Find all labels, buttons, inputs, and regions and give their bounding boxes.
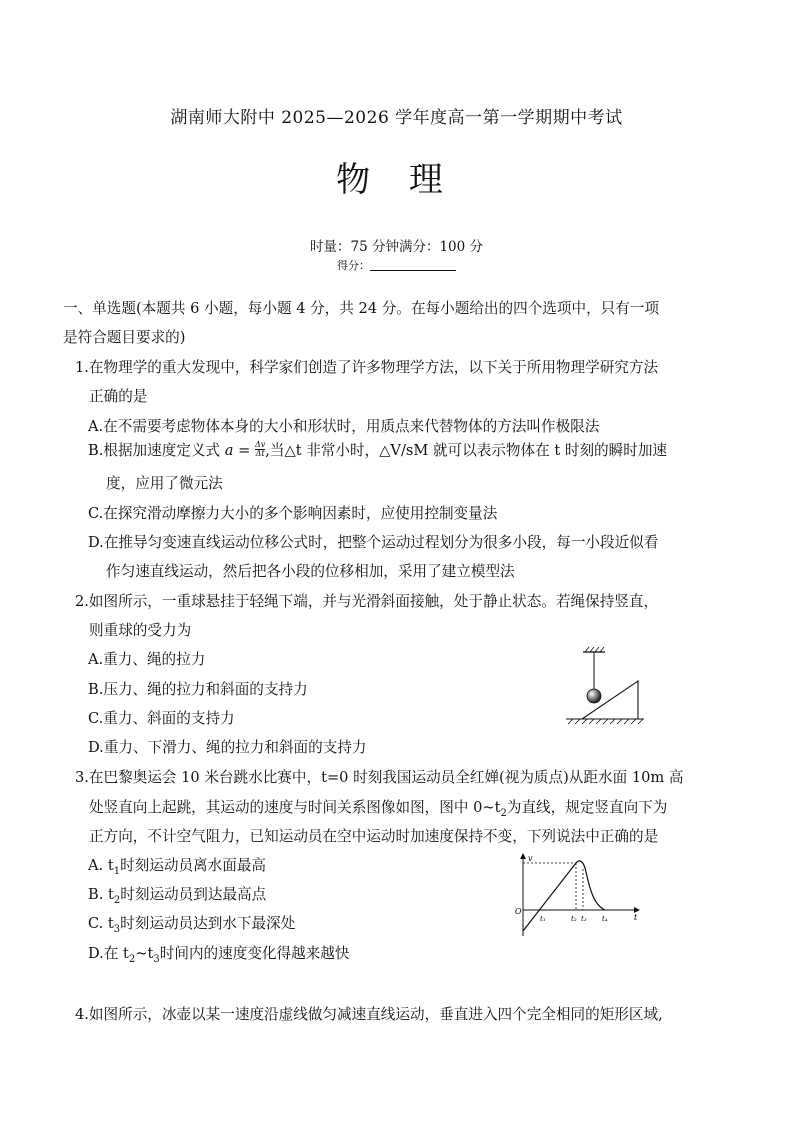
- q3-option-c-sub: 3: [113, 923, 121, 935]
- q3-option-a-pre: A. t: [88, 857, 114, 874]
- q3-option-d-pre: D.在 t: [88, 945, 129, 962]
- section-heading-line1: 一、单选题(本题共 6 小题，每小题 4 分，共 24 分。在每小题给出的四个选项中，只有一项: [63, 300, 660, 317]
- q3-stem-line2: [89, 796, 667, 819]
- section-heading-line2: 是符合题目要求的): [63, 329, 186, 346]
- q3-stem-line1: 3.在巴黎奥运会 10 米台跳水比赛中，t=0 时刻我国运动员全红婵(视为质点)从距水面 10m 高: [75, 769, 684, 786]
- q3-stem-sub: 2: [500, 807, 507, 819]
- t1-label: t₁: [540, 915, 546, 923]
- q2-option-a: A.重力、绳的拉力: [88, 651, 206, 668]
- ground-hatch: [568, 719, 643, 724]
- vt-curve: [523, 861, 605, 931]
- q1-option-d-line1: D.在推导匀变速直线运动位移公式时，把整个运动过程划分为很多小段，每一小段近似看: [88, 534, 659, 551]
- score-line: [0, 257, 793, 273]
- t4-label: t₄: [602, 915, 608, 923]
- score-label: 得分：: [337, 259, 370, 272]
- q2-option-b: B.压力、绳的拉力和斜面的支持力: [88, 681, 308, 698]
- q2-option-c: C.重力、斜面的支持力: [88, 710, 235, 727]
- q3-option-d-post: 时间内的速度变化得越来越快: [159, 945, 350, 962]
- time-score-line: 时量：75 分钟满分：100 分: [309, 239, 484, 255]
- formula-eq: =: [233, 442, 255, 459]
- formula-denominator: Δt: [255, 448, 265, 458]
- q3-option-c: [88, 912, 295, 935]
- t-axis-label: t: [634, 913, 638, 922]
- q3-option-b-pre: B. t: [88, 886, 114, 903]
- q1-option-a: A.在不需要考虑物体本身的大小和形状时，用质点来代替物体的方法叫作极限法: [88, 418, 600, 435]
- exam-title: 湖南师大附中 2025—2026 学年度高一第一学期期中考试: [170, 108, 623, 128]
- q4-stem-line1: 4.如图所示，冰壶以某一速度沿虚线做匀减速直线运动，垂直进入四个完全相同的矩形区域,: [75, 1006, 663, 1023]
- q3-option-d-sub2: 3: [153, 953, 160, 965]
- q3-option-d-mid: ~t: [135, 945, 154, 962]
- q3-stem-line2-post: 为直线，规定竖直向下为: [506, 799, 668, 816]
- q1-option-b-post: ,当△t 非常小时，△V/sM 就可以表示物体在 t 时刻的瞬时加速: [265, 442, 668, 459]
- q3-option-b-sub: 2: [113, 894, 121, 906]
- q3-vt-graph: [508, 850, 648, 938]
- q3-option-a-sub: 1: [113, 865, 121, 877]
- ceiling-hatch: [585, 647, 604, 652]
- q3-option-d-sub1: 2: [128, 953, 136, 965]
- q3-option-c-pre: C. t: [88, 915, 114, 932]
- q3-option-a-post: 时刻运动员离水面最高: [120, 857, 267, 874]
- t2-label: t₂: [571, 915, 577, 923]
- q2-stem-line2: 则重球的受力为: [89, 622, 192, 639]
- q3-option-b: [88, 883, 266, 906]
- v-axis-label: v: [528, 854, 533, 863]
- formula-a: a: [224, 442, 234, 459]
- score-blank[interactable]: [370, 259, 456, 271]
- q3-stem-line3: 正方向，不计空气阻力，已知运动员在空中运动时加速度保持不变，下列说法中正确的是: [89, 828, 659, 845]
- q1-option-b-line2: 度，应用了微元法: [106, 475, 223, 492]
- t3-label: t₃: [581, 915, 587, 923]
- q1-stem-line2: 正确的是: [89, 388, 148, 405]
- q3-option-c-post: 时刻运动员达到水下最深处: [120, 915, 296, 932]
- formula-numerator: Δv: [254, 439, 266, 449]
- subject-title: 物 理: [336, 160, 457, 200]
- q1-option-d-line2: 作匀速直线运动，然后把各小段的位移相加，采用了建立模型法: [106, 563, 515, 580]
- q3-option-d: [88, 942, 350, 965]
- q2-diagram: [560, 645, 650, 725]
- formula-fraction: [255, 441, 265, 458]
- q3-option-a: [88, 854, 266, 877]
- q1-option-b-pre: B.根据加速度定义式: [88, 442, 225, 459]
- origin-label: O: [515, 907, 522, 916]
- q3-stem-line2-pre: 处竖直向上起跳，其运动的速度与时间关系图像如图，图中 0~t: [89, 799, 501, 816]
- q2-option-d: D.重力、下滑力、绳的拉力和斜面的支持力: [88, 739, 367, 756]
- q1-stem-line1: 1.在物理学的重大发现中，科学家们创造了许多物理学方法，以下关于所用物理学研究方法: [75, 359, 659, 376]
- q2-stem-line1: 2.如图所示，一重球悬挂于轻绳下端，并与光滑斜面接触，处于静止状态。若绳保持竖直，: [75, 593, 659, 610]
- q3-option-b-post: 时刻运动员到达最高点: [120, 886, 267, 903]
- ball: [587, 689, 601, 703]
- q1-option-c: C.在探究滑动摩擦力大小的多个影响因素时，应使用控制变量法: [88, 505, 498, 522]
- q1-option-b: [88, 439, 667, 460]
